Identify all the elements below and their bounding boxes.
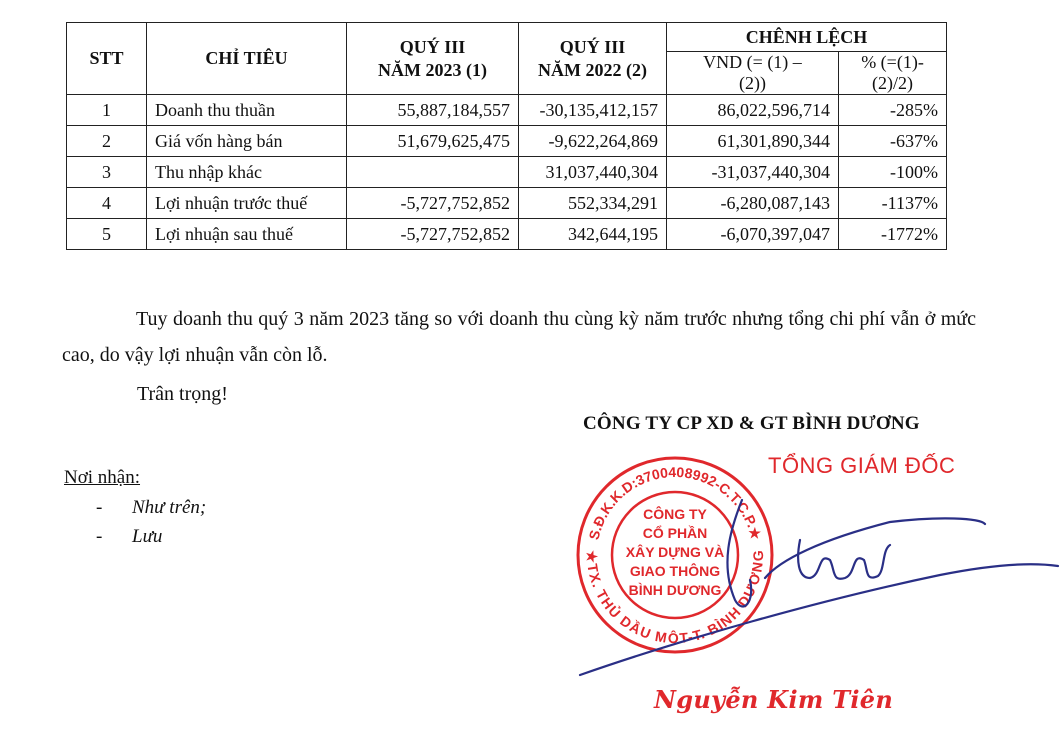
recipient-item xyxy=(96,526,162,548)
closing-text: Trân trọng! xyxy=(137,383,228,405)
svg-text:GIAO THÔNG: GIAO THÔNG xyxy=(629,563,721,579)
cell-q3-2022: 342,644,195 xyxy=(519,219,667,250)
cell-indicator: Doanh thu thuần xyxy=(147,95,347,126)
svg-text:XÂY DỰNG VÀ: XÂY DỰNG VÀ xyxy=(625,544,725,560)
table-row xyxy=(67,157,947,188)
table-row xyxy=(67,219,947,250)
cell-diff-pct: -285% xyxy=(839,95,947,126)
cell-diff-vnd: -6,280,087,143 xyxy=(667,188,839,219)
header-diff-vnd: VND (= (1) – (2)) xyxy=(667,52,839,95)
cell-diff-vnd: -6,070,397,047 xyxy=(667,219,839,250)
cell-q3-2022: 552,334,291 xyxy=(519,188,667,219)
cell-q3-2023: 55,887,184,557 xyxy=(347,95,519,126)
recipients-label: Nơi nhận: xyxy=(64,467,141,488)
cell-diff-vnd: 86,022,596,714 xyxy=(667,95,839,126)
table-row xyxy=(67,188,947,219)
signer-name: Nguyễn Kim Tiên xyxy=(654,685,894,714)
financial-table xyxy=(66,22,947,250)
cell-diff-pct: -1137% xyxy=(839,188,947,219)
summary-paragraph: Tuy doanh thu quý 3 năm 2023 tăng so với doanh thu cùng kỳ năm trước nhưng tổng chi phí vẫn ở mức cao, do vậy lợi nhuận vẫn còn lỗ. xyxy=(62,308,976,366)
recipient-dash: - xyxy=(96,497,103,518)
header-difference: CHÊNH LỆCH xyxy=(667,23,947,52)
cell-indicator: Lợi nhuận trước thuế xyxy=(147,188,347,219)
cell-indicator: Giá vốn hàng bán xyxy=(147,126,347,157)
svg-text:S.Đ.K.K.D:3700408992-C.T.C.P.★: S.Đ.K.K.D:3700408992-C.T.C.P.★ xyxy=(585,463,765,542)
cell-stt: 4 xyxy=(67,188,147,219)
handwritten-signature xyxy=(560,490,1060,690)
recipient-text: Như trên; xyxy=(132,497,207,518)
header-q3-2022: QUÝ III NĂM 2022 (2) xyxy=(519,23,667,95)
position-title: TỔNG GIÁM ĐỐC xyxy=(768,453,956,478)
header-q3-2023: QUÝ III NĂM 2023 (1) xyxy=(347,23,519,95)
cell-indicator: Lợi nhuận sau thuế xyxy=(147,219,347,250)
header-stt: STT xyxy=(67,23,147,95)
svg-text:CỔ PHẦN: CỔ PHẦN xyxy=(642,525,708,541)
cell-q3-2022: -30,135,412,157 xyxy=(519,95,667,126)
header-diff-pct: % (=(1)- (2)/2) xyxy=(839,52,947,95)
cell-stt: 2 xyxy=(67,126,147,157)
cell-q3-2023: -5,727,752,852 xyxy=(347,188,519,219)
svg-text:CÔNG TY: CÔNG TY xyxy=(643,506,707,522)
cell-q3-2023: -5,727,752,852 xyxy=(347,219,519,250)
svg-text:★TX. THỦ DẦU MỘT-T. BÌNH DƯƠNG: ★TX. THỦ DẦU MỘT-T. BÌNH DƯƠNG xyxy=(583,550,767,647)
cell-diff-vnd: 61,301,890,344 xyxy=(667,126,839,157)
company-name: CÔNG TY CP XD & GT BÌNH DƯƠNG xyxy=(583,413,920,434)
cell-q3-2022: 31,037,440,304 xyxy=(519,157,667,188)
cell-diff-vnd: -31,037,440,304 xyxy=(667,157,839,188)
recipient-text: Lưu xyxy=(132,526,163,547)
svg-text:BÌNH DƯƠNG: BÌNH DƯƠNG xyxy=(628,582,722,598)
page-mark xyxy=(132,0,152,4)
header-indicator: CHỈ TIÊU xyxy=(147,23,347,95)
cell-diff-pct: -1772% xyxy=(839,219,947,250)
cell-diff-pct: -637% xyxy=(839,126,947,157)
recipient-dash: - xyxy=(96,526,103,547)
cell-q3-2023: 51,679,625,475 xyxy=(347,126,519,157)
table-row xyxy=(67,95,947,126)
recipient-item xyxy=(96,497,206,519)
cell-indicator: Thu nhập khác xyxy=(147,157,347,188)
cell-stt: 1 xyxy=(67,95,147,126)
table-row xyxy=(67,126,947,157)
cell-diff-pct: -100% xyxy=(839,157,947,188)
cell-stt: 5 xyxy=(67,219,147,250)
cell-q3-2022: -9,622,264,869 xyxy=(519,126,667,157)
cell-stt: 3 xyxy=(67,157,147,188)
cell-q3-2023 xyxy=(347,157,519,188)
